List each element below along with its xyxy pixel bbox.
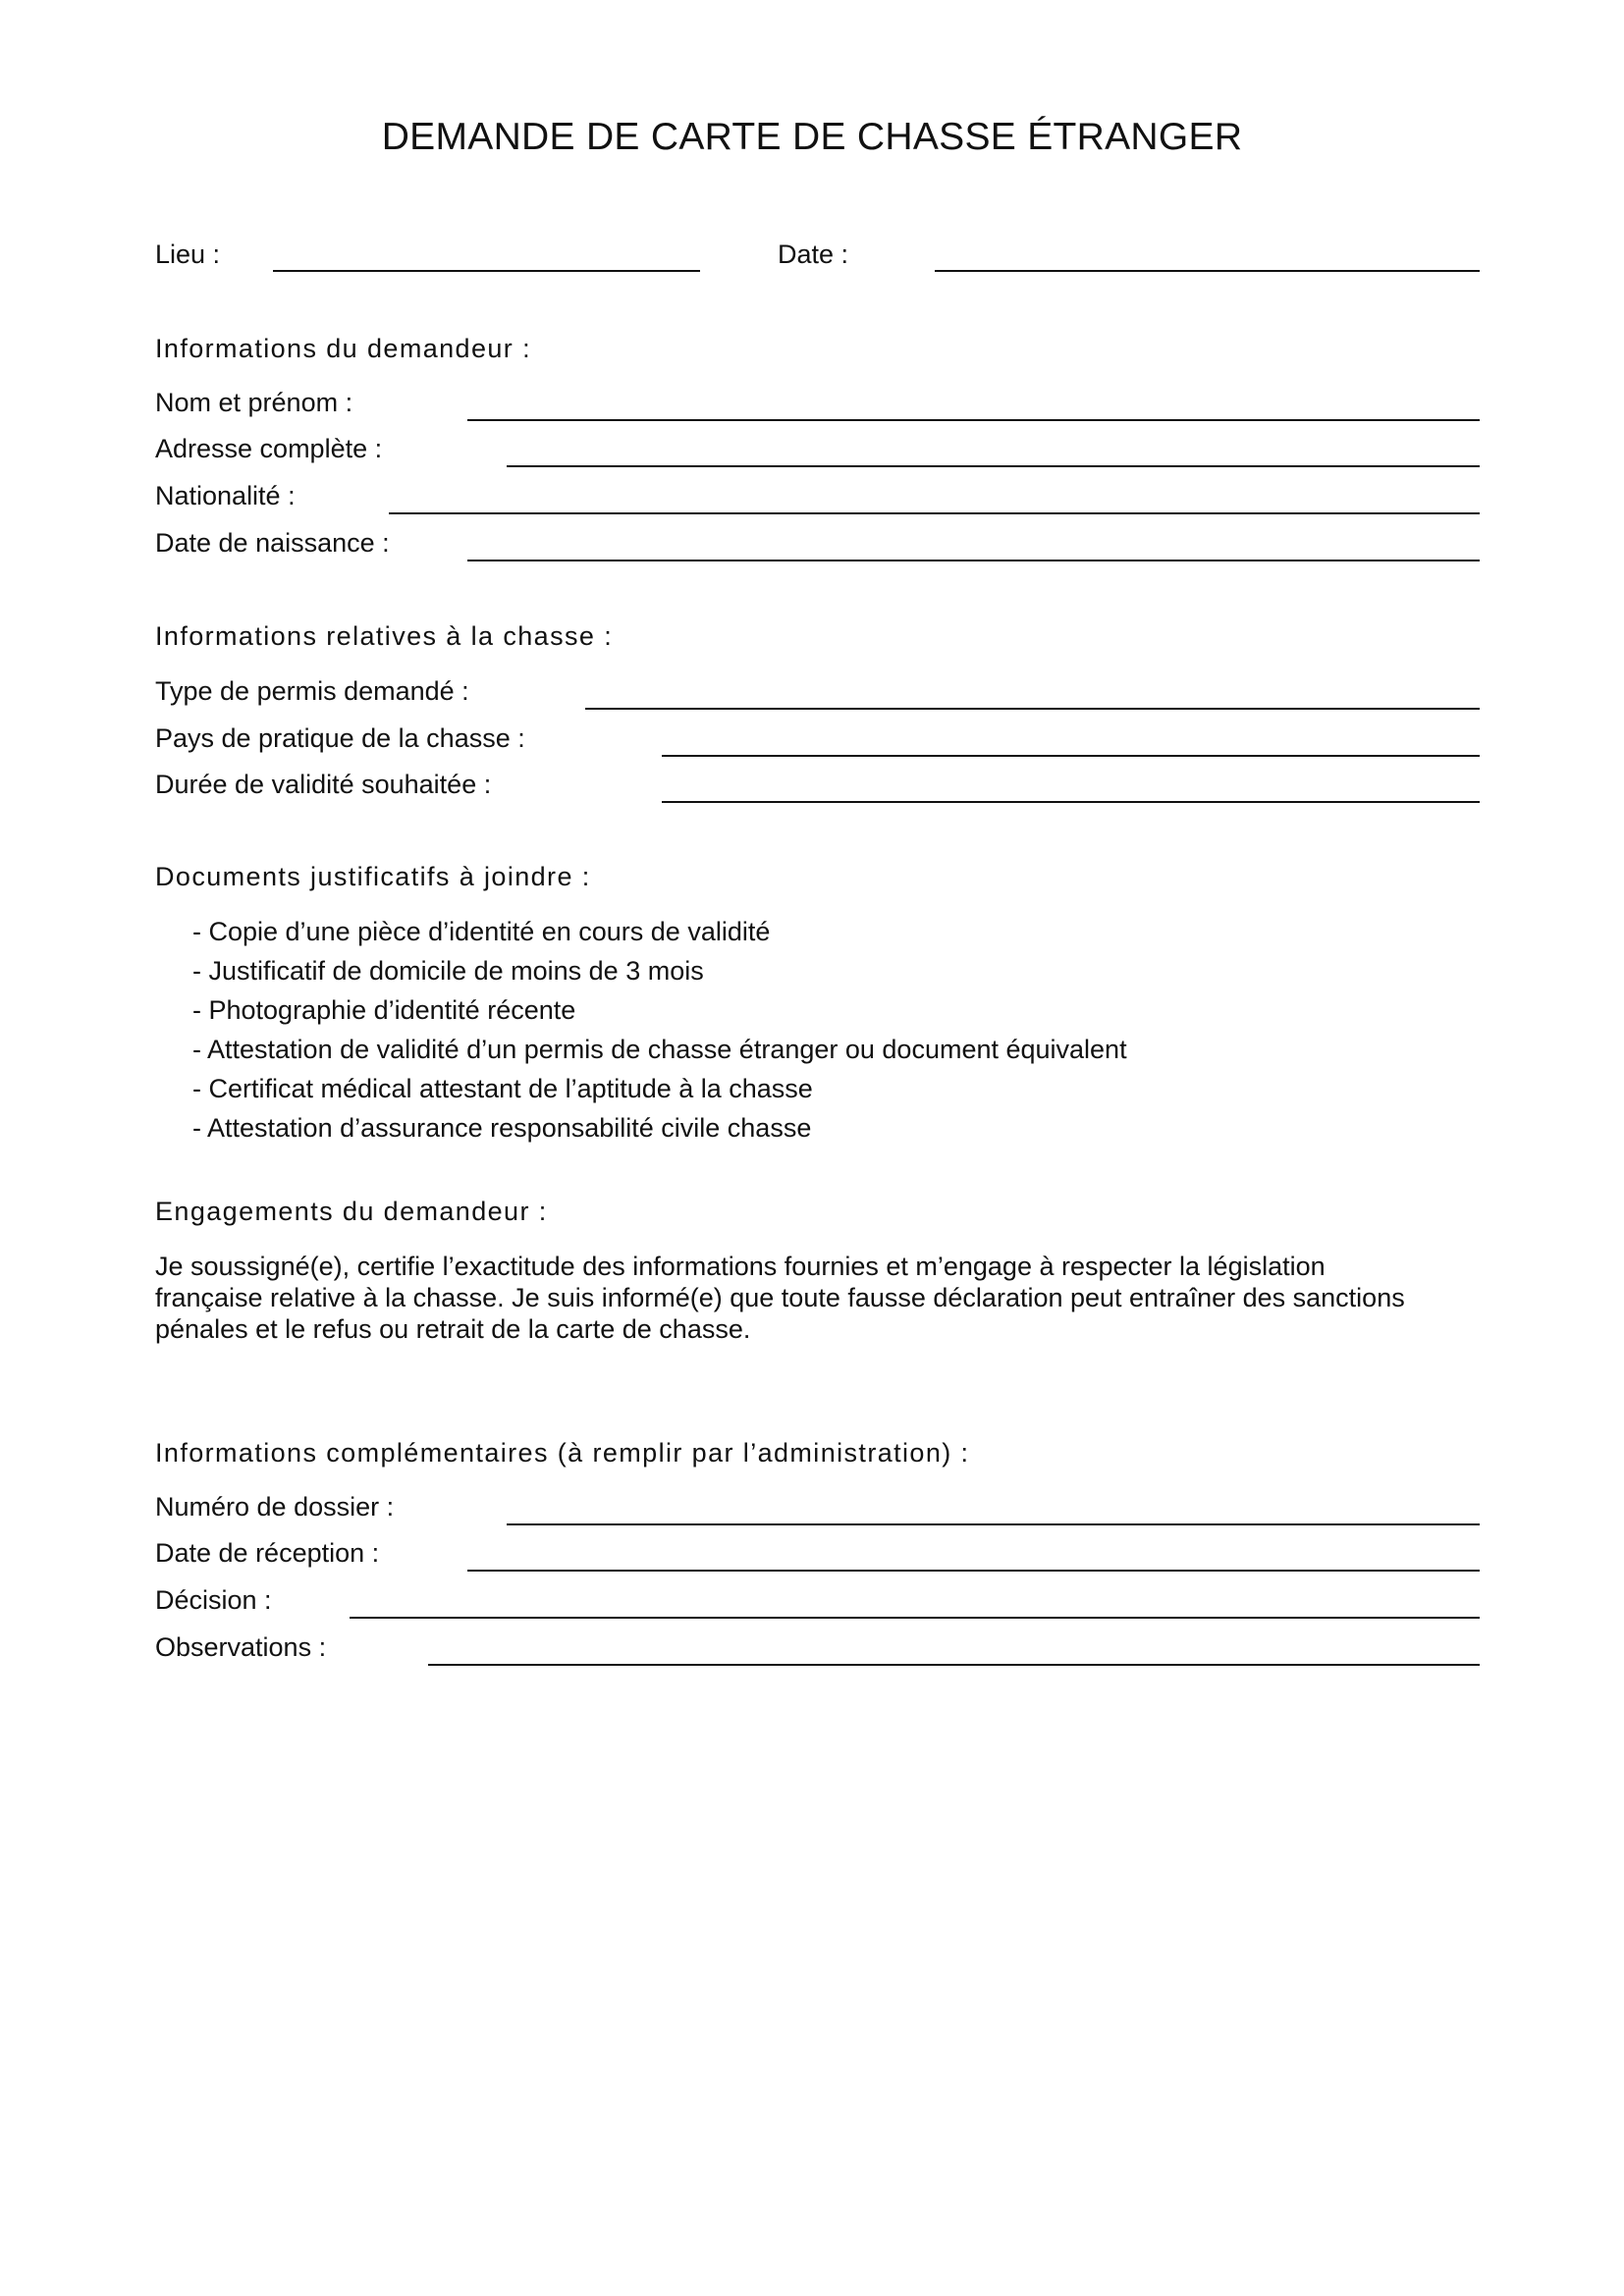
naissance-field[interactable] xyxy=(467,560,1480,561)
observations-label: Observations : xyxy=(155,1632,327,1662)
documents-list xyxy=(192,912,1127,1148)
list-item: - Attestation de validité d’un permis de chasse étranger ou document équivalent xyxy=(192,1035,1127,1064)
date-label: Date : xyxy=(778,240,849,269)
duree-label: Durée de validité souhaitée : xyxy=(155,770,492,799)
nom-field[interactable] xyxy=(467,419,1480,421)
reception-field[interactable] xyxy=(467,1570,1480,1572)
dossier-field[interactable] xyxy=(507,1523,1480,1525)
date-field[interactable] xyxy=(935,270,1480,272)
observations-field[interactable] xyxy=(428,1664,1480,1666)
decision-label: Décision : xyxy=(155,1585,272,1615)
page-title: DEMANDE DE CARTE DE CHASSE ÉTRANGER xyxy=(381,116,1243,158)
reception-label: Date de réception : xyxy=(155,1538,380,1568)
pays-label: Pays de pratique de la chasse : xyxy=(155,723,525,753)
lieu-field[interactable] xyxy=(273,270,700,272)
nationalite-field[interactable] xyxy=(389,512,1480,514)
engagement-line: pénales et le refus ou retrait de la carte de chasse. xyxy=(155,1314,751,1344)
list-item: - Copie d’une pièce d’identité en cours de validité xyxy=(192,917,771,946)
nom-label: Nom et prénom : xyxy=(155,388,353,417)
section-heading-chasse: Informations relatives à la chasse : xyxy=(155,621,614,651)
list-item: - Justificatif de domicile de moins de 3 mois xyxy=(192,956,704,986)
section-heading-engagements: Engagements du demandeur : xyxy=(155,1197,548,1226)
adresse-field[interactable] xyxy=(507,465,1480,467)
section-heading-demandeur: Informations du demandeur : xyxy=(155,334,531,363)
duree-field[interactable] xyxy=(662,801,1480,803)
type-permis-field[interactable] xyxy=(585,708,1480,710)
engagement-line: Je soussigné(e), certifie l’exactitude des informations fournies et m’engage à respecter la législation xyxy=(155,1252,1326,1281)
lieu-label: Lieu : xyxy=(155,240,221,269)
section-heading-administration: Informations complémentaires (à remplir par l’administration) : xyxy=(155,1438,970,1468)
engagement-line: française relative à la chasse. Je suis informé(e) que toute fausse déclaration peut entraîner des sanctions xyxy=(155,1283,1405,1312)
type-permis-label: Type de permis demandé : xyxy=(155,676,469,706)
decision-field[interactable] xyxy=(350,1617,1480,1619)
list-item: - Certificat médical attestant de l’aptitude à la chasse xyxy=(192,1074,813,1103)
list-item: - Photographie d’identité récente xyxy=(192,995,576,1025)
naissance-label: Date de naissance : xyxy=(155,528,390,558)
pays-field[interactable] xyxy=(662,755,1480,757)
list-item: - Attestation d’assurance responsabilité civile chasse xyxy=(192,1113,812,1143)
engagement-paragraph xyxy=(155,1251,1490,1345)
nationalite-label: Nationalité : xyxy=(155,481,296,510)
dossier-label: Numéro de dossier : xyxy=(155,1492,395,1522)
section-heading-documents: Documents justificatifs à joindre : xyxy=(155,862,591,891)
adresse-label: Adresse complète : xyxy=(155,434,383,463)
